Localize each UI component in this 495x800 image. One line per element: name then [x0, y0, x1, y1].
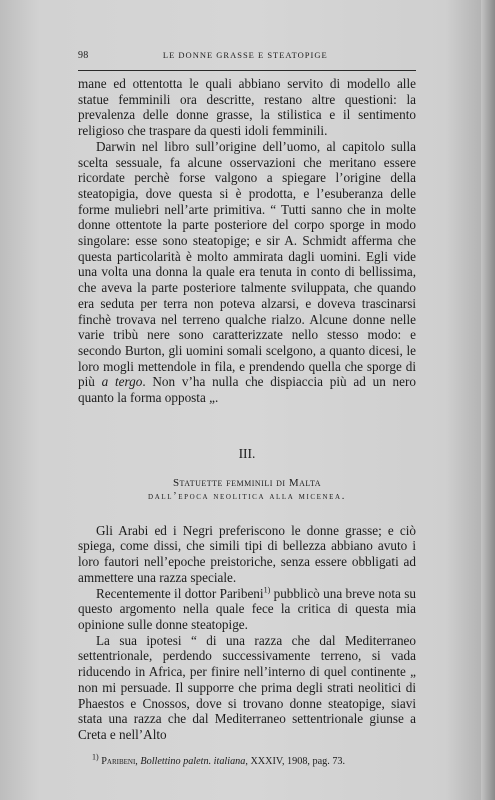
- running-title: LE DONNE GRASSE E STEATOPIGE: [162, 50, 328, 60]
- paragraph-paribeni-before: Recentemente il dottor Paribeni: [96, 585, 264, 601]
- section-number: III.: [238, 445, 256, 461]
- spacer: [78, 505, 416, 523]
- paragraph-ipotesi: La sua ipotesi “ di una razza che dal Mediterraneo settentrionale, perdendo successivamente terreno, si vada riducendo in Africa, per finire nell’interno di quel continente „ non mi persuade. Il supporre che prima degli strati neolitici di Phaestos e Cnossos, dove si trovano donne steatopige, siavi stata una razza che dal Mediterraneo settentrionale giunse a Creta e nell’Alto: [78, 632, 416, 742]
- footnote-author: Paribeni: [101, 755, 136, 767]
- footnote-journal: Bollettino paletn. italiana: [140, 755, 246, 767]
- page-content: [78, 50, 416, 768]
- footnote-rest: , XXXIV, 1908, pag. 73.: [245, 755, 346, 767]
- paragraph-paribeni-after: pubblicò una breve nota su questo argomento nella quale fece la critica di questa mia opinione sulle donne steatopige.: [78, 585, 416, 632]
- footnote: $^{1)}$ Paribeni, Bollettino paletn. italiana, XXXIV, 1908, pag. 73.: [92, 752, 346, 767]
- paragraph-darwin-text: Darwin nel libro sull’origine dell’uomo, al capitolo sulla scelta sessuale, fa alcune osservazioni che meritano essere ricordate perchè forse valgono a spiegare l’origine della steatopigia, dove questa si è prodotta, e l’esuberanza delle forme muliebri nell’arte primitiva. “ Tutti sanno che in molte donne ottentote la parte posteriore del corpo sporge in modo singolare: esse sono steatopige; e sir A. Schmidt afferma che questa particolarità è molto ammirata dagli uomini. Egli vide una volta una donna la quale era tenuta in conto di bellissima, che aveva la parte posteriore talmente sviluppata, che quando era seduta per terra non poteva alzarsi, e doveva trascinarsi finchè trovava nel terreno qualche rialzo. Alcune donne nelle varie tribù nere sono caratterizzate nello stesso modo: e secondo Burton, gli uomini somali scelgono, a quanto dicesi, le loro mogli mettendole in fila, e prendendo quella che sporge di più: [78, 138, 416, 390]
- header-rule: [78, 70, 416, 71]
- section-title-line1: Statuette femminili di Malta: [172, 476, 322, 489]
- paragraph-arabi: Gli Arabi ed i Negri preferiscono le donne grasse; e ciò spiega, come dissi, che simili tipi di bellezza abbiano avuto i loro fautori nell’epoche preistoriche, senza essere obbligati ad ammettere una razza speciale.: [78, 522, 416, 585]
- paragraph-darwin-tail: . Non v’ha nulla che dispiaccia più ad un nero quanto la forma opposta „.: [78, 374, 416, 406]
- page-number: 98: [78, 50, 89, 61]
- paragraph-darwin: [78, 139, 416, 406]
- italic-a-tergo: a tergo: [101, 374, 143, 390]
- running-header: [78, 50, 416, 61]
- book-binding-edge: [481, 0, 495, 800]
- footnote-mark: 1): [92, 752, 99, 762]
- paragraph-continuation: mane ed ottentotta le quali abbiano servito di modello alle statue femminili ora descritte, restano altre questioni: la prevalenza delle donne grasse, la stilistica e il sentimento religioso che traspare da questi idoli femminili.: [78, 76, 416, 139]
- section-title-line2: dall’epoca neolitica alla micenea.: [148, 491, 346, 503]
- paragraph-paribeni: [78, 586, 416, 633]
- footnote-ref: 1): [263, 585, 271, 595]
- section-title: [78, 476, 416, 505]
